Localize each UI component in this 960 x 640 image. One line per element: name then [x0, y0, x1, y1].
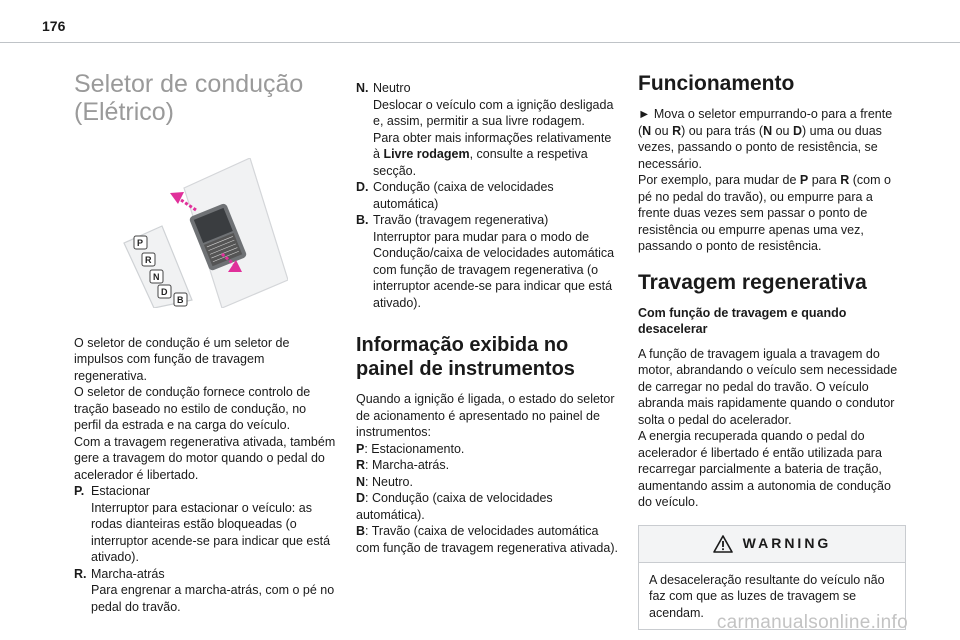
- warning-text: A desaceleração resultante do veículo não faz com que as luzes de travagem se acendam.: [639, 563, 905, 630]
- gear-label-r: R: [145, 255, 152, 265]
- item-key: B.: [356, 213, 369, 227]
- page-title-line2: (Elétrico): [74, 98, 175, 126]
- column-middle: [356, 80, 620, 556]
- gear-label-p: P: [137, 238, 144, 248]
- item-key: P.: [74, 484, 85, 498]
- warning-title: WARNING: [742, 535, 832, 552]
- list-item-park: [74, 483, 336, 566]
- list-item-drive: [356, 179, 620, 212]
- page-title-line1: Seletor de condução: [74, 70, 304, 98]
- list-item-brake: [356, 212, 620, 311]
- state-d: D: Condução (caixa de velocidades automática).: [356, 491, 553, 522]
- state-n: N: Neutro.: [356, 474, 413, 489]
- drive-selector-illustration: [118, 158, 288, 308]
- state-r: R: Marcha-atrás.: [356, 458, 450, 472]
- item-title: Estacionar: [91, 484, 151, 498]
- item-text: Interruptor para estacionar o veículo: as rodas dianteiras estão bloqueadas (o interruptor acende-se para indicar que está ativado).: [91, 500, 331, 564]
- item-key: N.: [356, 81, 369, 95]
- item-title: Marcha-atrás: [91, 566, 165, 581]
- regen-para-1: A função de travagem iguala a travagem do motor, abrandando o veículo sem necessidade de carregar no pedal do travão. O veículo abranda mais rapidamente quando o condutor solta o pedal do acelerador.: [638, 346, 898, 427]
- operation-example: Por exemplo, para mudar de P para R (com o pé no pedal do travão), ou empurre para a frente duas vezes sem passar o ponto de resistência ou empurre apenas uma vez, passando o ponto de resistência.: [638, 173, 891, 253]
- subheading-braking: Com função de travagem e quando desacelerar: [638, 305, 847, 336]
- instrument-intro: Quando a ignição é ligada, o estado do seletor de acionamento é apresentado no painel de instrumentos:: [356, 392, 615, 439]
- page-number: 176: [42, 18, 66, 34]
- section-heading-instrument-display: Informação exibida no painel de instrumentos: [356, 334, 575, 380]
- warning-header: [639, 526, 905, 563]
- free-rolling-link-text: Livre rodagem: [383, 147, 470, 161]
- intro-text-2: O seletor de condução fornece controlo de tração baseado no estilo de condução, no perfil da estrada e na carga do veículo.: [74, 385, 311, 432]
- page-title: [74, 70, 336, 126]
- gear-label-b: B: [177, 295, 184, 305]
- item-title: Neutro: [373, 81, 411, 95]
- regen-para-2: A energia recuperada quando o pedal do acelerador é libertado é então utilizada para recarregar parcialmente a bateria de tração, aumentando assim a autonomia de condução do veículo.: [638, 429, 891, 509]
- item-title: Condução (caixa de velocidades automática): [373, 180, 554, 211]
- intro-text-3: Com a travagem regenerativa ativada, também gere a travagem do motor quando o pedal do acelerador é libertado.: [74, 434, 336, 482]
- list-item-reverse: [74, 566, 336, 616]
- operation-instruction: ► Mova o seletor empurrando-o para a frente (N ou R) ou para trás (N ou D) uma ou duas vezes, passando o ponto de resistência, se necessário.: [638, 107, 893, 171]
- state-p: P: Estacionamento.: [356, 441, 465, 456]
- item-key: R.: [74, 566, 87, 581]
- footer-watermark: carmanualsonline.info: [716, 612, 908, 633]
- item-text: Interruptor para mudar para o modo de Condução/caixa de velocidades automática com função de travagem regenerativa (o interruptor acende-se para indicar que está ativado).: [373, 229, 615, 310]
- section-heading-operation: Funcionamento: [638, 72, 795, 95]
- item-text-reference: Para obter mais informações relativamente à Livre rodagem, consulte a respetiva secção.: [373, 130, 612, 178]
- item-key: D.: [356, 180, 369, 194]
- header-divider: [0, 42, 960, 43]
- state-b: B: Travão (caixa de velocidades automática com função de travagem regenerativa ativada).: [356, 524, 618, 555]
- list-item-neutral: [356, 80, 620, 179]
- item-text: Deslocar o veículo com a ignição desligada e, assim, permitir a sua livre rodagem.: [373, 97, 614, 128]
- bullet-arrow-icon: ►: [638, 107, 651, 121]
- item-title: Travão (travagem regenerativa): [373, 213, 549, 227]
- item-text: Para engrenar a marcha-atrás, com o pé no pedal do travão.: [91, 583, 335, 614]
- column-left: [74, 70, 336, 615]
- section-heading-regenerative: Travagem regenerativa: [638, 270, 867, 294]
- gear-label-d: D: [161, 287, 168, 297]
- column-right: [638, 72, 906, 630]
- intro-text-1: O seletor de condução é um seletor de impulsos com função de travagem regenerativa.: [74, 335, 290, 383]
- warning-triangle-icon: [713, 535, 733, 553]
- gear-label-n: N: [153, 272, 160, 282]
